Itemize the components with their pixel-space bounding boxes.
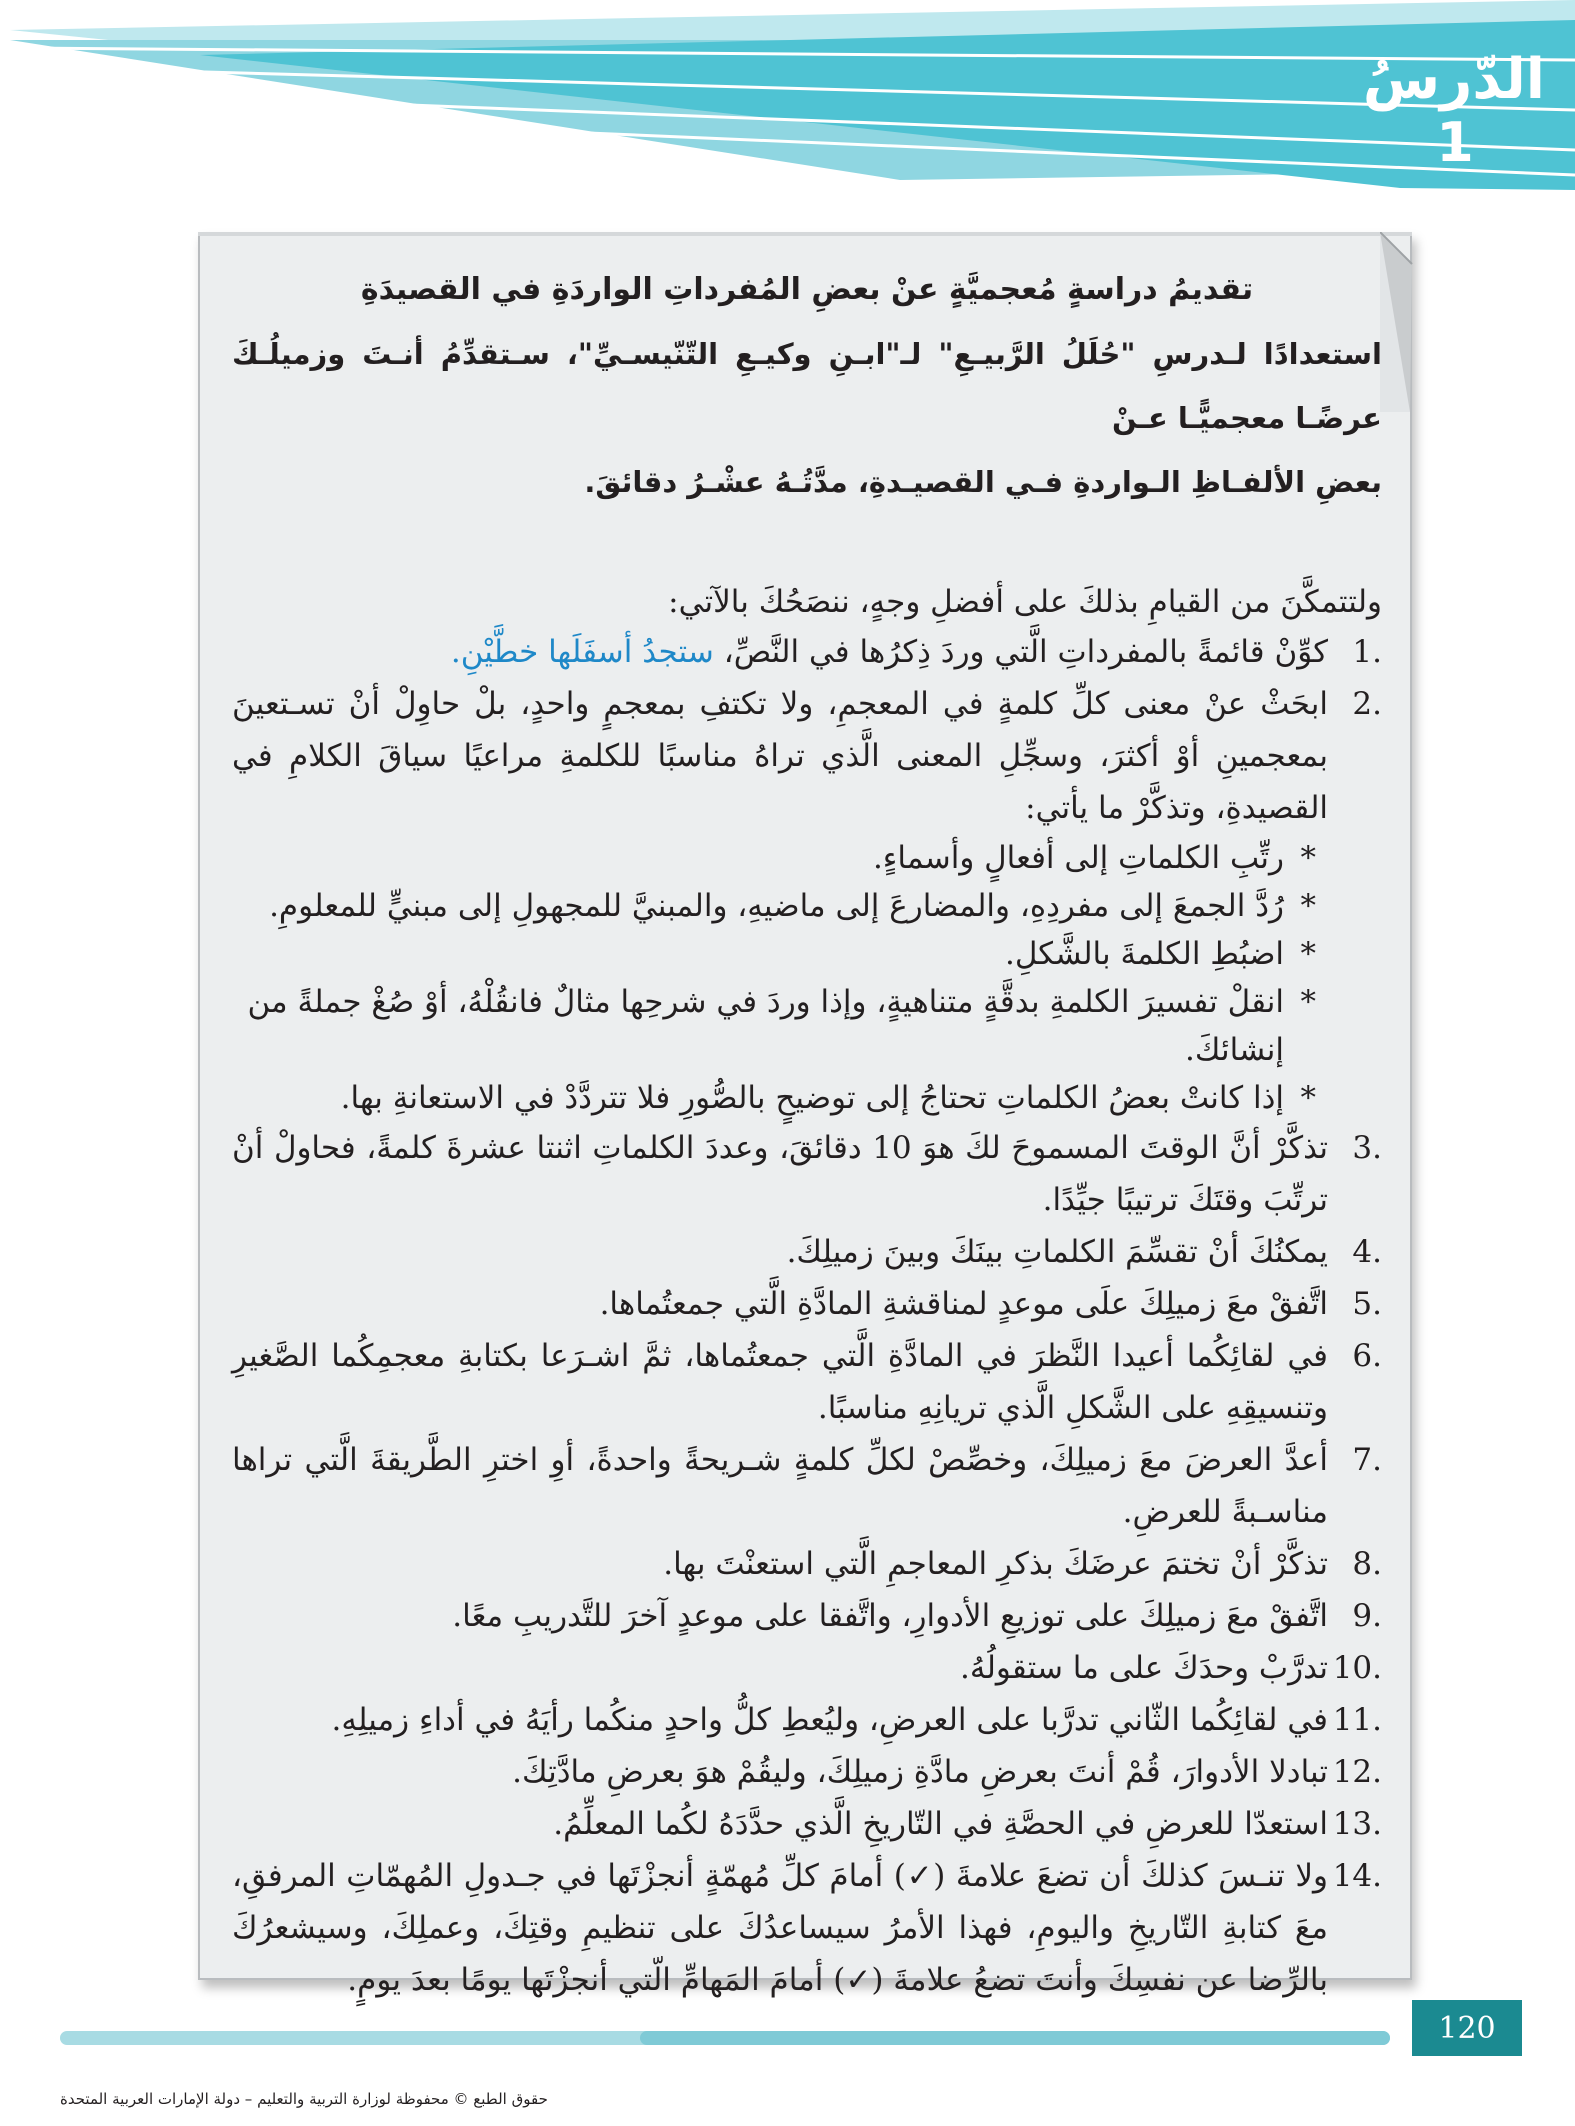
step-number: 6. xyxy=(1352,1338,1382,1374)
bullet-star: * xyxy=(1300,984,1316,1020)
step-number: 11. xyxy=(1332,1702,1382,1738)
step-number: 4. xyxy=(1352,1234,1382,1270)
step-number: 8. xyxy=(1352,1546,1382,1582)
step-item xyxy=(232,678,1382,1122)
step-text: كوِّنْ قائمةً بالمفرداتِ الَّتي وردَ ذِكرُها في النَّصِّ، ستجدُ أسفَلَها خطَّيْنِ. xyxy=(450,634,1328,670)
step-number: 14. xyxy=(1332,1858,1382,1894)
step-text: يمكنُكَ أنْ تقسِّمَ الكلماتِ بينَكَ وبينَ زميلِكَ. xyxy=(786,1234,1328,1270)
step-item xyxy=(232,1122,1382,1226)
card-content xyxy=(232,258,1382,2006)
step-item xyxy=(232,1798,1382,1850)
step-item xyxy=(232,1590,1382,1642)
step-text: في لقائِكُما أعيدا النَّظرَ في المادَّةِ الَّتي جمعتُماها، ثمَّ اشـرَعا بكتابةِ معجمِكُما الصَّغيرِ وتنسيقِهِ على الشَّكلِ الَّذي تريانِهِ مناسبًا. xyxy=(232,1338,1328,1426)
step-item xyxy=(232,1746,1382,1798)
step-item xyxy=(232,1538,1382,1590)
lesson-word: الدّرسُ xyxy=(1362,47,1545,112)
step-text: ابحَثْ عنْ معنى كلِّ كلمةٍ في المعجمِ، ولا تكتفِ بمعجمٍ واحدٍ، بلْ حاوِلْ أنْ تسـتعينَ بمعجمينِ أوْ أكثرَ، وسجِّلِ المعنى الَّذي تراهُ مناسبًا للكلمةِ مراعيًا سياقَ الكلامِ في القصيدةِ، وتذكَّرْ ما يأتي: xyxy=(232,686,1328,826)
bullet-star: * xyxy=(1300,936,1316,972)
page-number: 120 xyxy=(1412,2000,1522,2056)
instructions-lead: ولتتمكَّنَ من القيامِ بذلكَ على أفضلِ وجهٍ، ننصَحُكَ بالآتي: xyxy=(668,584,1382,620)
lesson-title xyxy=(1362,47,1545,174)
step-text: اتَّفقْ معَ زميلِكَ علَى موعدٍ لمناقشةِ المادَّةِ الَّتي جمعتُماها. xyxy=(599,1286,1328,1322)
sub-item: * اضبُطِ الكلمةَ بالشَّكلِ. xyxy=(232,930,1328,978)
step-text: أعدَّ العرضَ معَ زميلِكَ، وخصِّصْ لكلِّ كلمةٍ شـريحةً واحدةً، أوِ اخترِ الطَّريقةَ الَّتي تراها مناسـبةً للعرضِ. xyxy=(232,1442,1328,1530)
step-text: ولا تنـسَ كذلكَ أن تضعَ علامةَ (✓) أمامَ كلِّ مُهمّةٍ أنجزْتَها في جـدولِ المُهمّاتِ المرفقِ، معَ كتابةِ التّاريخِ واليومِ، فهذا الأمرُ سيساعدُكَ على تنظيمِ وقتِكَ، وعملِكَ، وسيشعرُكَ بالرِّضا عن نفسِكَ وأنتَ تضعُ علامةَ (✓) أمامَ المَهامِّ الّتي أنجزْتَها يومًا بعدَ يومٍ. xyxy=(232,1858,1328,1998)
highlight-text: ستجدُ أسفَلَها خطَّيْنِ. xyxy=(450,634,714,670)
step-text: تبادلا الأدوارَ، قُمْ أنتَ بعرضِ مادَّةِ زميلِكَ، وليقُمْ هوَ بعرضِ مادَّتِكَ. xyxy=(512,1754,1328,1790)
step-number: 9. xyxy=(1352,1598,1382,1634)
bullet-star: * xyxy=(1300,888,1316,924)
step-number: 3. xyxy=(1352,1130,1382,1166)
sub-item: * رتِّبِ الكلماتِ إلى أفعالٍ وأسماءٍ. xyxy=(232,834,1328,882)
intro-line: استعدادًا لـدرسِ "حُلَلُ الرَّبيـعِ" لـ"ابـنِ وكيـعِ التّنّيسـيِّ"، سـتقدِّمُ أنـتَ وزميلُـكَ عرضًـا معجميًّـا عـنْ xyxy=(232,337,1382,435)
step-item xyxy=(232,1434,1382,1538)
card-top-edge xyxy=(198,232,1412,236)
lesson-number: 1 xyxy=(1436,111,1474,174)
step-number: 1. xyxy=(1352,634,1382,670)
step-text: في لقائِكُما الثّاني تدرَّبا على العرضِ، وليُعطِ كلُّ واحدٍ منكُما رأيَهُ في أداءِ زميلِهِ. xyxy=(331,1702,1328,1738)
step-number: 5. xyxy=(1352,1286,1382,1322)
step-text: تدرَّبْ وحدَكَ على ما ستقولُهُ. xyxy=(959,1650,1328,1686)
step-number: 10. xyxy=(1332,1650,1382,1686)
step-item xyxy=(232,1694,1382,1746)
intro-heading: تقديمُ دراسةٍ مُعجميَّةٍ عنْ بعضِ المُفرداتِ الواردَةِ في القصيدَةِ xyxy=(360,272,1254,307)
copyright-text: حقوق الطبع © محفوظة لوزارة التربية والتعليم – دولة الإمارات العربية المتحدة xyxy=(60,2090,548,2108)
step-item xyxy=(232,626,1382,678)
step-text: استعدّا للعرضِ في الحصَّةِ في التّاريخِ الَّذي حدَّدَهُ لكُما المعلِّمُ. xyxy=(553,1806,1328,1842)
step-number: 13. xyxy=(1332,1806,1382,1842)
step-item xyxy=(232,1850,1382,2006)
sub-list xyxy=(232,834,1328,1122)
sub-item: * انقلْ تفسيرَ الكلمةِ بدقَّةٍ متناهيةٍ، وإذا وردَ في شرحِها مثالٌ فانقُلْهُ، أوْ صُغْ جملةً من إنشائكَ. xyxy=(232,978,1328,1074)
step-number: 7. xyxy=(1352,1442,1382,1478)
sub-item: * إذا كانتْ بعضُ الكلماتِ تحتاجُ إلى توضيحٍ بالصُّورِ فلا تتردَّدْ في الاستعانةِ بها. xyxy=(232,1074,1328,1122)
step-number: 2. xyxy=(1352,686,1382,722)
step-item xyxy=(232,1330,1382,1434)
bullet-star: * xyxy=(1300,1080,1316,1116)
intro-box xyxy=(232,258,1382,514)
step-text: تذكَّرْ أنْ تختمَ عرضَكَ بذكرِ المعاجمِ الَّتي استعنْتَ بها. xyxy=(663,1546,1328,1582)
step-number: 12. xyxy=(1332,1754,1382,1790)
steps-list xyxy=(232,626,1382,2006)
step-item xyxy=(232,1226,1382,1278)
intro-line: بعضِ الألفـاظِ الـواردةِ فـي القصيـدةِ، مدَّتُـهُ عشْـرُ دقائقَ. xyxy=(584,465,1382,499)
sub-item: * رُدَّ الجمعَ إلى مفردِهِ، والمضارعَ إلى ماضيهِ، والمبنيَّ للمجهولِ إلى مبنيٍّ للمعلومِ. xyxy=(232,882,1328,930)
step-text: تذكَّرْ أنَّ الوقتَ المسموحَ لكَ هوَ 10 دقائقَ، وعددَ الكلماتِ اثنتا عشرةَ كلمةً، فحاولْ أنْ ترتِّبَ وقتَكَ ترتيبًا جيِّدًا. xyxy=(232,1130,1328,1218)
step-text: اتَّفقْ معَ زميلِكَ على توزيعِ الأدوارِ، واتَّفقا على موعدٍ آخرَ للتَّدريبِ معًا. xyxy=(452,1598,1328,1634)
footer-bar xyxy=(0,2025,1400,2055)
step-item xyxy=(232,1642,1382,1694)
page-fold-icon xyxy=(1380,232,1440,412)
bullet-star: * xyxy=(1300,840,1316,876)
step-item xyxy=(232,1278,1382,1330)
header-banner xyxy=(0,0,1575,200)
